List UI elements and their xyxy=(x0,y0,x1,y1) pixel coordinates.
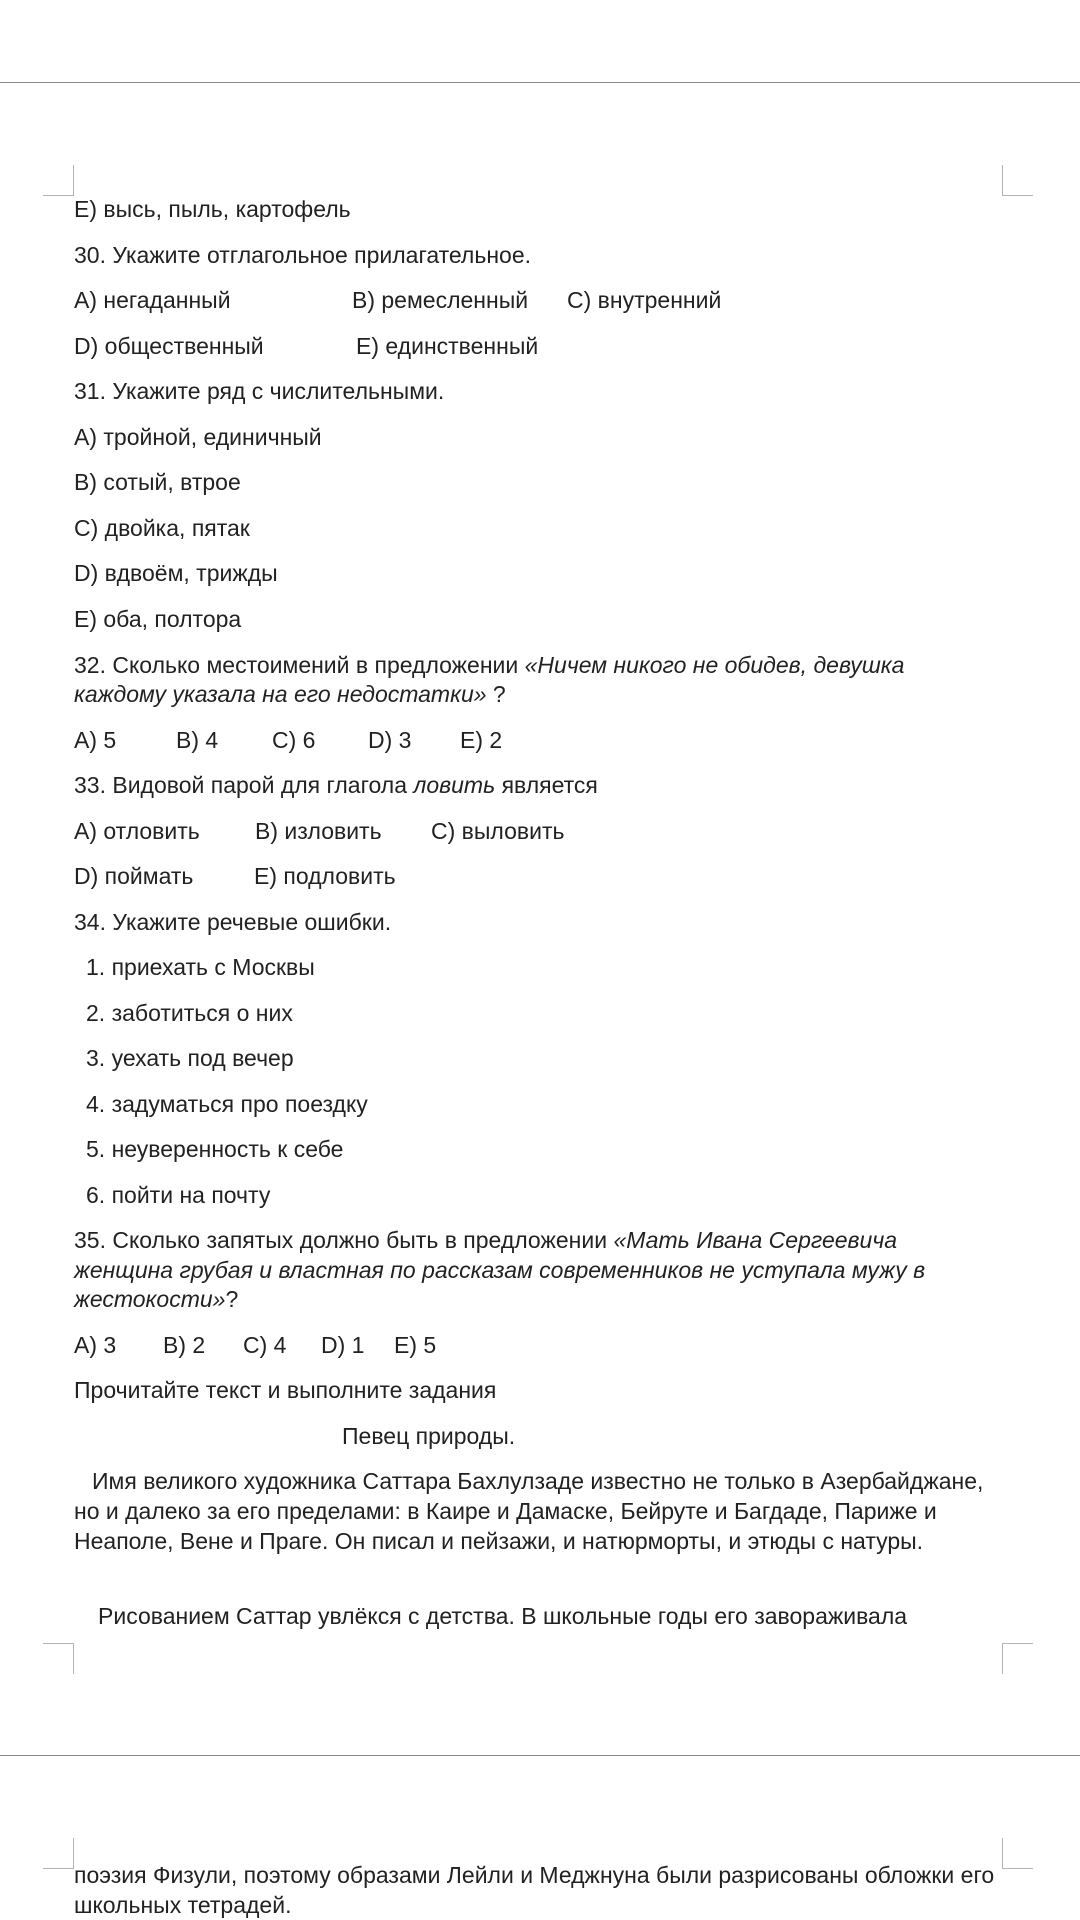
paragraph-2-continued: поэзия Физули, поэтому образами Лейли и Меджнуна были разрисованы обложки его школьных тетрадей. xyxy=(74,1862,995,1918)
question-32-quote-part1: «Ничем никого не обидев, девушка xyxy=(524,652,905,678)
answer-c-q35: C) 4 xyxy=(243,1332,287,1358)
answers-row-q30-2 xyxy=(74,331,1004,361)
question-35-line2: женщина грубая и властная по рассказам современников не уступала мужу в xyxy=(74,1257,926,1283)
list-item-q34-5: 5. неуверенность к себе xyxy=(86,1136,344,1162)
question-35-line1 xyxy=(74,1225,897,1255)
question-30: 30. Укажите отглагольное прилагательное. xyxy=(74,242,532,268)
margin-mark-bottom-right xyxy=(1002,1643,1033,1674)
answer-e-q32: E) 2 xyxy=(460,727,503,753)
question-34: 34. Укажите речевые ошибки. xyxy=(74,909,392,935)
answer-b-q35: B) 2 xyxy=(163,1332,206,1358)
question-35-prefix: 35. Сколько запятых должно быть в предложении xyxy=(74,1227,614,1253)
answer-c-q33: C) выловить xyxy=(431,818,565,844)
answer-e-q31: E) оба, полтора xyxy=(74,606,242,632)
paragraph-1: Имя великого художника Саттара Бахлулзаде известно не только в Азербайджане, но и далеко за его пределами: в Каире и Дамаске, Бейруте и Багдаде, Париже и Неаполе, Вене и Праге. Он писал и пейзажи, и натюрморты, и этюды с натуры. xyxy=(74,1468,984,1554)
question-35-suffix: ? xyxy=(225,1286,239,1312)
answers-row-q32 xyxy=(74,725,1004,755)
list-item-q34-4: 4. задуматься про поездку xyxy=(86,1091,368,1117)
answer-e-q30: E) единственный xyxy=(356,333,539,359)
answer-d-q31: D) вдвоём, трижды xyxy=(74,560,278,586)
question-35-quote-part1: «Мать Ивана Сергеевича xyxy=(613,1227,898,1253)
question-33-verb: ловить xyxy=(413,772,496,798)
answer-e-q35: E) 5 xyxy=(394,1332,437,1358)
margin-mark-bottom-left xyxy=(43,1643,74,1674)
answers-row-q30-1 xyxy=(74,285,1004,315)
answer-a-q32: A) 5 xyxy=(74,727,117,753)
answer-a-q30: A) негаданный xyxy=(74,287,231,313)
list-item-q34-1: 1. приехать с Москвы xyxy=(86,954,315,980)
answer-d-q35: D) 1 xyxy=(321,1332,365,1358)
answer-b-q33: B) изловить xyxy=(255,818,382,844)
answer-d-q33: D) поймать xyxy=(74,863,194,889)
list-item-q34-2: 2. заботиться о них xyxy=(86,1000,293,1026)
task-instruction: Прочитайте текст и выполните задания xyxy=(74,1377,497,1403)
answer-c-q32: C) 6 xyxy=(272,727,316,753)
answers-row-q33-1 xyxy=(74,816,1004,846)
question-32-line2 xyxy=(74,679,506,709)
answer-a-q33: A) отловить xyxy=(74,818,200,844)
document-page-1 xyxy=(74,0,1004,1755)
answer-d-q32: D) 3 xyxy=(368,727,412,753)
document-page-2 xyxy=(74,1756,1004,1920)
answer-e-q33: E) подловить xyxy=(254,863,396,889)
answer-a-q31: A) тройной, единичный xyxy=(74,424,322,450)
question-32-line1 xyxy=(74,650,904,680)
question-35-quote-part3: жестокости» xyxy=(74,1286,226,1312)
question-32-quote-part2: каждому указала на его недостатки» xyxy=(74,681,487,707)
margin-mark-top-left xyxy=(43,165,74,196)
paragraph-2-start: Рисованием Саттар увлёкся с детства. В школьные годы его завораживала xyxy=(98,1603,908,1629)
question-33-suffix: является xyxy=(495,772,598,798)
question-33-prefix: 33. Видовой парой для глагола xyxy=(74,772,414,798)
question-33 xyxy=(74,770,598,800)
answer-d-q30: D) общественный xyxy=(74,333,264,359)
answer-c-q31: C) двойка, пятак xyxy=(74,515,250,541)
answers-row-q35 xyxy=(74,1330,1004,1360)
question-31: 31. Укажите ряд с числительными. xyxy=(74,378,445,404)
answers-row-q33-2 xyxy=(74,861,1004,891)
answer-b-q31: B) сотый, втрое xyxy=(74,469,241,495)
answer-b-q32: B) 4 xyxy=(176,727,219,753)
list-item-q34-6: 6. пойти на почту xyxy=(86,1182,271,1208)
margin-mark-page2-top-left xyxy=(43,1838,74,1869)
answer-a-q35: A) 3 xyxy=(74,1332,117,1358)
text-title: Певец природы. xyxy=(342,1423,516,1449)
list-item-q34-3: 3. уехать под вечер xyxy=(86,1045,294,1071)
answer-b-q30: B) ремесленный xyxy=(352,287,529,313)
question-32-prefix: 32. Сколько местоимений в предложении xyxy=(74,652,525,678)
answer-c-q30: C) внутренний xyxy=(567,287,722,313)
margin-mark-page2-top-right xyxy=(1002,1838,1033,1869)
question-32-suffix: ? xyxy=(486,681,506,707)
margin-mark-top-right xyxy=(1002,165,1033,196)
question-35-line3 xyxy=(74,1284,238,1314)
answer-e-q29: E) высь, пыль, картофель xyxy=(74,196,351,222)
